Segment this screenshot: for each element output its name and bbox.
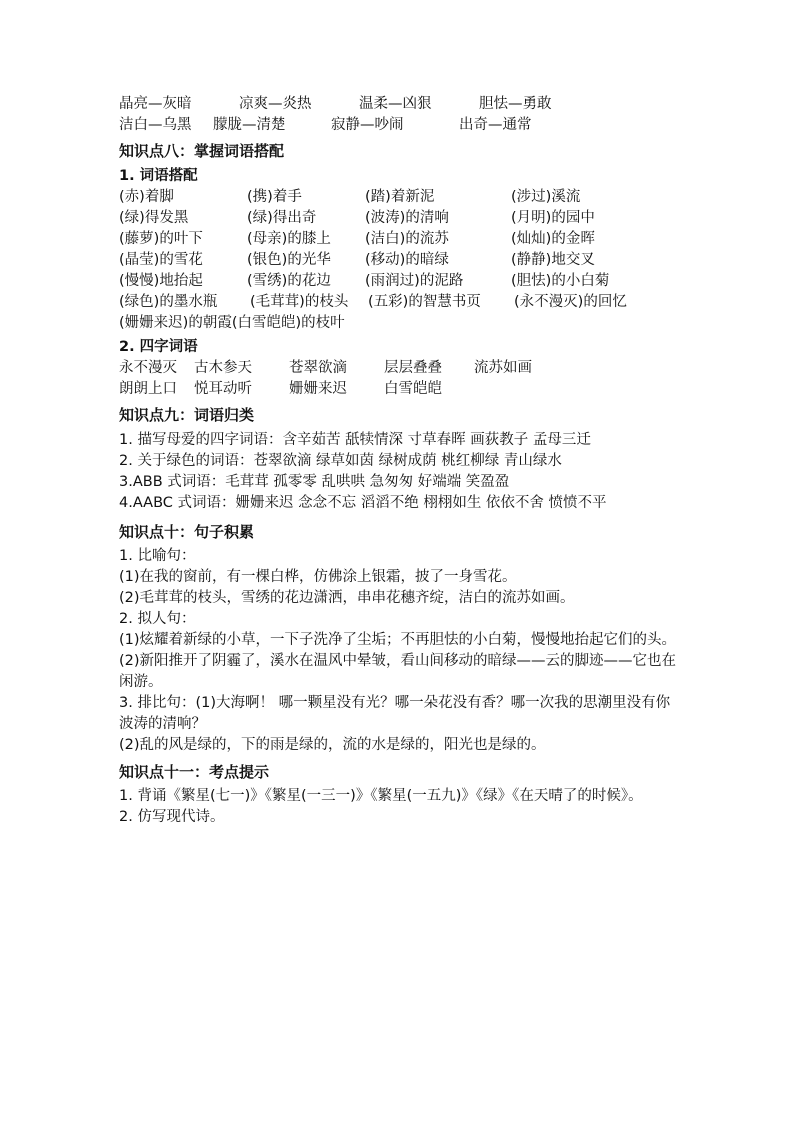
list-item: (1)炫耀着新绿的小草，一下子洗净了尘垢；不再胆怯的小白菊，慢慢地抬起它们的头。 — [119, 632, 677, 648]
list-item: 1. 描写母爱的四字词语：含辛茹苦 舐犊情深 寸草春晖 画荻教子 孟母三迁 — [119, 432, 591, 448]
list-item: 2. 拟人句： — [119, 611, 196, 627]
four-word: 永不漫灭 — [119, 360, 177, 376]
collocation: (永不漫灭)的回忆 — [514, 294, 627, 310]
collocation: (月明)的园中 — [511, 210, 595, 226]
collocation: (绿色)的墨水瓶 — [119, 294, 218, 310]
four-word: 苍翠欲滴 — [289, 360, 347, 376]
collocation-row — [119, 271, 679, 292]
collocation-row — [119, 187, 679, 208]
antonym-pair: 凉爽—炎热 — [239, 96, 312, 112]
antonym-row — [119, 115, 679, 136]
section-heading: 知识点十：句子积累 — [119, 523, 255, 541]
collocation: (波涛)的清响 — [365, 210, 449, 226]
antonym-pair: 温柔—凶狠 — [359, 96, 432, 112]
list-item: 4.AABC 式词语：姗姗来迟 念念不忘 滔滔不绝 栩栩如生 依依不舍 愤愤不平 — [119, 495, 607, 511]
collocation-row — [119, 292, 679, 313]
sub-heading: 1. 词语搭配 — [119, 168, 198, 184]
collocation: (藤萝)的叶下 — [119, 231, 203, 247]
four-word-row — [119, 379, 679, 400]
antonym-pair: 寂静—吵闹 — [331, 117, 404, 133]
four-word-row — [119, 358, 679, 379]
collocation: (晶莹)的雪花 — [119, 252, 203, 268]
list-item: 1. 背诵《繁星(七一)》《繁星(一三一)》《繁星(一五九)》《绿》《在天晴了的时候》。 — [119, 788, 643, 804]
collocation: (携)着手 — [247, 189, 302, 205]
collocation-row — [119, 229, 679, 250]
list-item: 1. 比喻句： — [119, 548, 196, 564]
list-item: (2)乱的风是绿的，下的雨是绿的，流的水是绿的，阳光也是绿的。 — [119, 737, 546, 753]
list-item: 3.ABB 式词语：毛茸茸 孤零零 乱哄哄 急匆匆 好端端 笑盈盈 — [119, 474, 510, 490]
list-item: (1)在我的窗前，有一棵白桦，仿佛涂上银霜，披了一身雪花。 — [119, 569, 517, 585]
collocation: (踏)着新泥 — [365, 189, 435, 205]
four-word: 层层叠叠 — [384, 360, 442, 376]
collocation: (慢慢)地抬起 — [119, 273, 203, 289]
list-item: 2. 仿写现代诗。 — [119, 809, 225, 825]
four-word: 悦耳动听 — [194, 381, 252, 397]
list-item: 3. 排比句：(1)大海啊！ 哪一颗星没有光？哪一朵花没有香？哪一次我的思潮里没有你波涛的清响？ — [119, 695, 671, 732]
list-item: 2. 关于绿色的词语：苍翠欲滴 绿草如茵 绿树成荫 桃红柳绿 青山绿水 — [119, 453, 562, 469]
collocation: (雪绣)的花边 — [247, 273, 331, 289]
collocation: (雨润过)的泥路 — [365, 273, 464, 289]
collocation: (绿)得出奇 — [247, 210, 317, 226]
collocation: (胆怯)的小白菊 — [511, 273, 610, 289]
collocation: (灿灿)的金晖 — [511, 231, 595, 247]
list-item: (2)新阳推开了阴霾了，溪水在温风中晕皱，看山间移动的暗绿——云的脚迹——它也在闲游。 — [119, 653, 677, 690]
antonym-pair: 洁白—乌黑 — [119, 117, 192, 133]
collocation: (五彩)的智慧书页 — [368, 294, 481, 310]
four-word: 姗姗来迟 — [289, 381, 347, 397]
collocation: (洁白)的流苏 — [365, 231, 449, 247]
four-word: 白雪皑皑 — [384, 381, 442, 397]
antonym-pair: 出奇—通常 — [459, 117, 532, 133]
collocation: (赤)着脚 — [119, 189, 174, 205]
four-word: 朗朗上口 — [119, 381, 177, 397]
collocation: (静静)地交叉 — [511, 252, 595, 268]
collocation: (绿)得发黑 — [119, 210, 189, 226]
sub-heading: 2. 四字词语 — [119, 339, 198, 355]
list-item: (2)毛茸茸的枝头，雪绣的花边潇洒，串串花穗齐绽，洁白的流苏如画。 — [119, 590, 575, 606]
antonym-row — [119, 94, 679, 115]
four-word: 古木参天 — [194, 360, 252, 376]
collocation: (涉过)溪流 — [511, 189, 581, 205]
collocation: (母亲)的膝上 — [247, 231, 331, 247]
section-heading: 知识点九：词语归类 — [119, 406, 255, 424]
antonym-pair: 朦胧—清楚 — [213, 117, 286, 133]
four-word: 流苏如画 — [474, 360, 532, 376]
collocation: (毛茸茸)的枝头 — [250, 294, 349, 310]
collocation: (移动)的暗绿 — [365, 252, 449, 268]
antonym-pair: 晶亮—灰暗 — [119, 96, 192, 112]
collocation: (银色)的光华 — [247, 252, 331, 268]
document-body — [119, 94, 679, 828]
collocation-row: (姗姗来迟)的朝霞(白雪皑皑)的枝叶 — [119, 315, 345, 331]
collocation-row — [119, 208, 679, 229]
section-heading: 知识点十一：考点提示 — [119, 763, 270, 781]
section-heading: 知识点八：掌握词语搭配 — [119, 142, 285, 160]
antonym-pair: 胆怯—勇敢 — [479, 96, 552, 112]
collocation-row — [119, 250, 679, 271]
